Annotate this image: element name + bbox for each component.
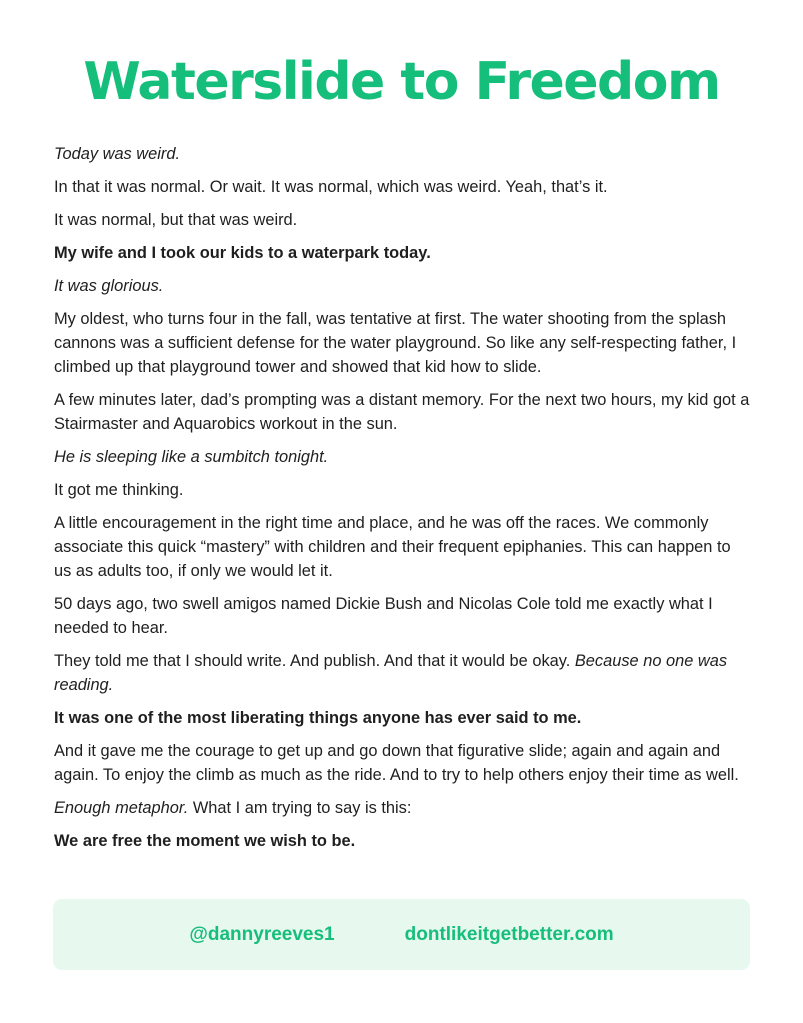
paragraph: It was glorious. — [54, 277, 164, 295]
footer-banner — [53, 899, 750, 970]
twitter-handle-link[interactable]: @dannyreeves1 — [189, 923, 335, 945]
paragraph-emphasis: Because no one was reading. — [54, 652, 728, 694]
paragraph-text: What I am trying to say is this: — [188, 799, 412, 817]
paragraph: My oldest, who turns four in the fall, was tentative at first. The water shooting from the splash cannons was a sufficient defense for the water playground. So like any self-respecting father, I climbed up that playground tower and showed that kid how to slide. — [54, 310, 737, 376]
paragraph-bold: It was one of the most liberating things anyone has ever said to me. — [54, 709, 582, 727]
website-link[interactable]: dontlikeitgetbetter.com — [404, 923, 614, 945]
paragraph-emphasis: Enough metaphor. — [54, 799, 189, 817]
paragraph — [54, 796, 752, 820]
paragraph: In that it was normal. Or wait. It was normal, which was weird. Yeah, that’s it. — [54, 178, 608, 196]
paragraph: It got me thinking. — [54, 481, 184, 499]
paragraph: It was normal, but that was weird. — [54, 211, 298, 229]
paragraph: And it gave me the courage to get up and go down that figurative slide; again and again and again. To enjoy the climb as much as the ride. And to try to help others enjoy their time as well. — [54, 742, 739, 784]
paragraph: Today was weird. — [54, 145, 181, 163]
paragraph: 50 days ago, two swell amigos named Dickie Bush and Nicolas Cole told me exactly what I needed to hear. — [54, 595, 713, 637]
paragraph-bold: We are free the moment we wish to be. — [54, 832, 356, 850]
article-body — [54, 142, 752, 862]
page-title: Waterslide to Freedom — [83, 52, 720, 112]
paragraph: A few minutes later, dad’s prompting was a distant memory. For the next two hours, my kid got a Stairmaster and Aquarobics workout in the sun. — [54, 391, 750, 433]
paragraph: A little encouragement in the right time and place, and he was off the races. We commonly associate this quick “mastery” with children and their frequent epiphanies. This can happen to us as adults too, if only we would let it. — [54, 514, 731, 580]
paragraph-bold: My wife and I took our kids to a waterpark today. — [54, 244, 431, 262]
paragraph — [54, 649, 752, 697]
paragraph: He is sleeping like a sumbitch tonight. — [54, 448, 329, 466]
paragraph-text: They told me that I should write. And publish. And that it would be okay. — [54, 652, 575, 670]
